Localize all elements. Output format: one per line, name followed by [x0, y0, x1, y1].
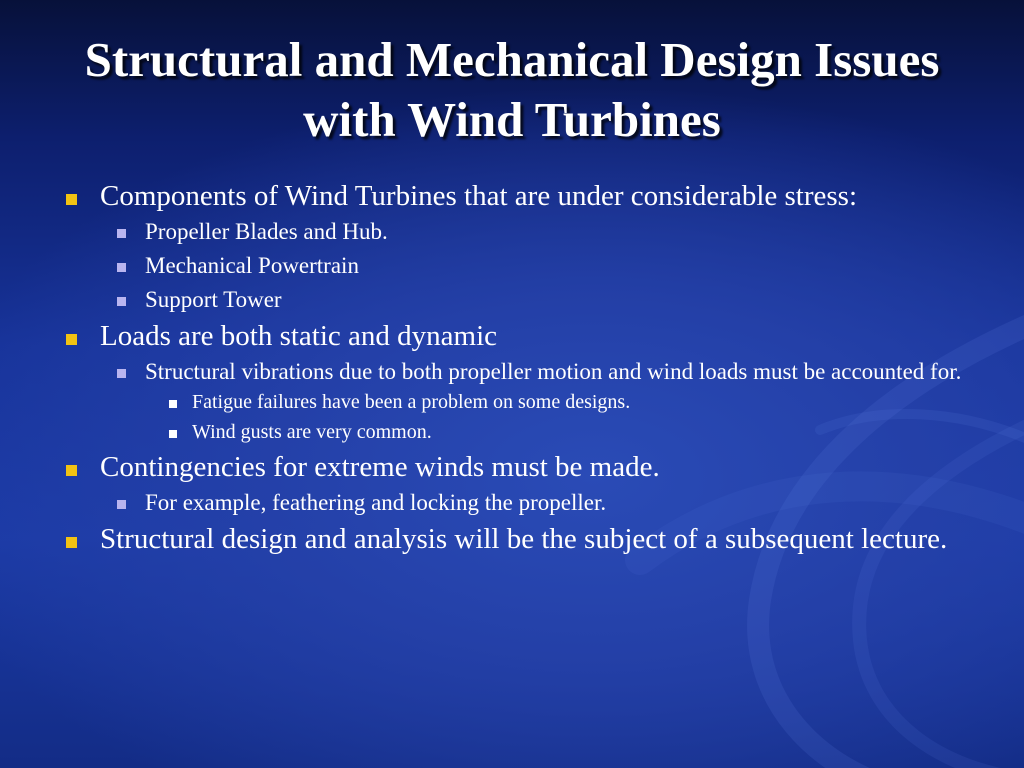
bullet-item — [58, 180, 978, 313]
sub-bullet-list — [100, 218, 978, 313]
sub-bullet-text: Propeller Blades and Hub. — [145, 219, 388, 244]
sub-sub-bullet-text: Wind gusts are very common. — [192, 421, 432, 443]
sub-bullet-text: Mechanical Powertrain — [145, 253, 359, 278]
square-bullet-icon — [117, 229, 126, 238]
sub-bullet-item — [100, 489, 978, 516]
square-bullet-icon — [117, 297, 126, 306]
square-bullet-icon — [66, 465, 77, 476]
sub-bullet-text: Support Tower — [145, 287, 282, 312]
slide-title: Structural and Mechanical Design Issues with Wind Turbines — [84, 32, 940, 147]
sub-bullet-list — [100, 358, 978, 444]
square-bullet-icon — [169, 400, 177, 408]
sub-bullet-item — [100, 358, 978, 444]
sub-bullet-item — [100, 286, 978, 313]
sub-bullet-item — [100, 218, 978, 245]
sub-sub-bullet-item — [145, 420, 978, 444]
sub-sub-bullet-item — [145, 390, 978, 414]
sub-bullet-text: Structural vibrations due to both propeller motion and wind loads must be accounted for. — [145, 359, 962, 384]
sub-bullet-item — [100, 252, 978, 279]
bullet-text: Structural design and analysis will be the subject of a subsequent lecture. — [100, 523, 948, 555]
square-bullet-icon — [117, 500, 126, 509]
square-bullet-icon — [66, 537, 77, 548]
sub-sub-bullet-text: Fatigue failures have been a problem on some designs. — [192, 391, 631, 413]
bullet-item — [58, 451, 978, 516]
square-bullet-icon — [117, 369, 126, 378]
bullet-text: Components of Wind Turbines that are under considerable stress: — [100, 180, 858, 212]
bullet-text: Contingencies for extreme winds must be made. — [100, 451, 660, 483]
sub-sub-bullet-list — [145, 390, 978, 444]
square-bullet-icon — [66, 194, 77, 205]
bullet-item — [58, 523, 978, 556]
square-bullet-icon — [66, 334, 77, 345]
sub-bullet-text: For example, feathering and locking the propeller. — [145, 490, 607, 515]
bullet-item — [58, 320, 978, 444]
bullet-text: Loads are both static and dynamic — [100, 320, 498, 352]
sub-bullet-list — [100, 489, 978, 516]
square-bullet-icon — [169, 430, 177, 438]
bullet-list — [58, 180, 978, 561]
square-bullet-icon — [117, 263, 126, 272]
